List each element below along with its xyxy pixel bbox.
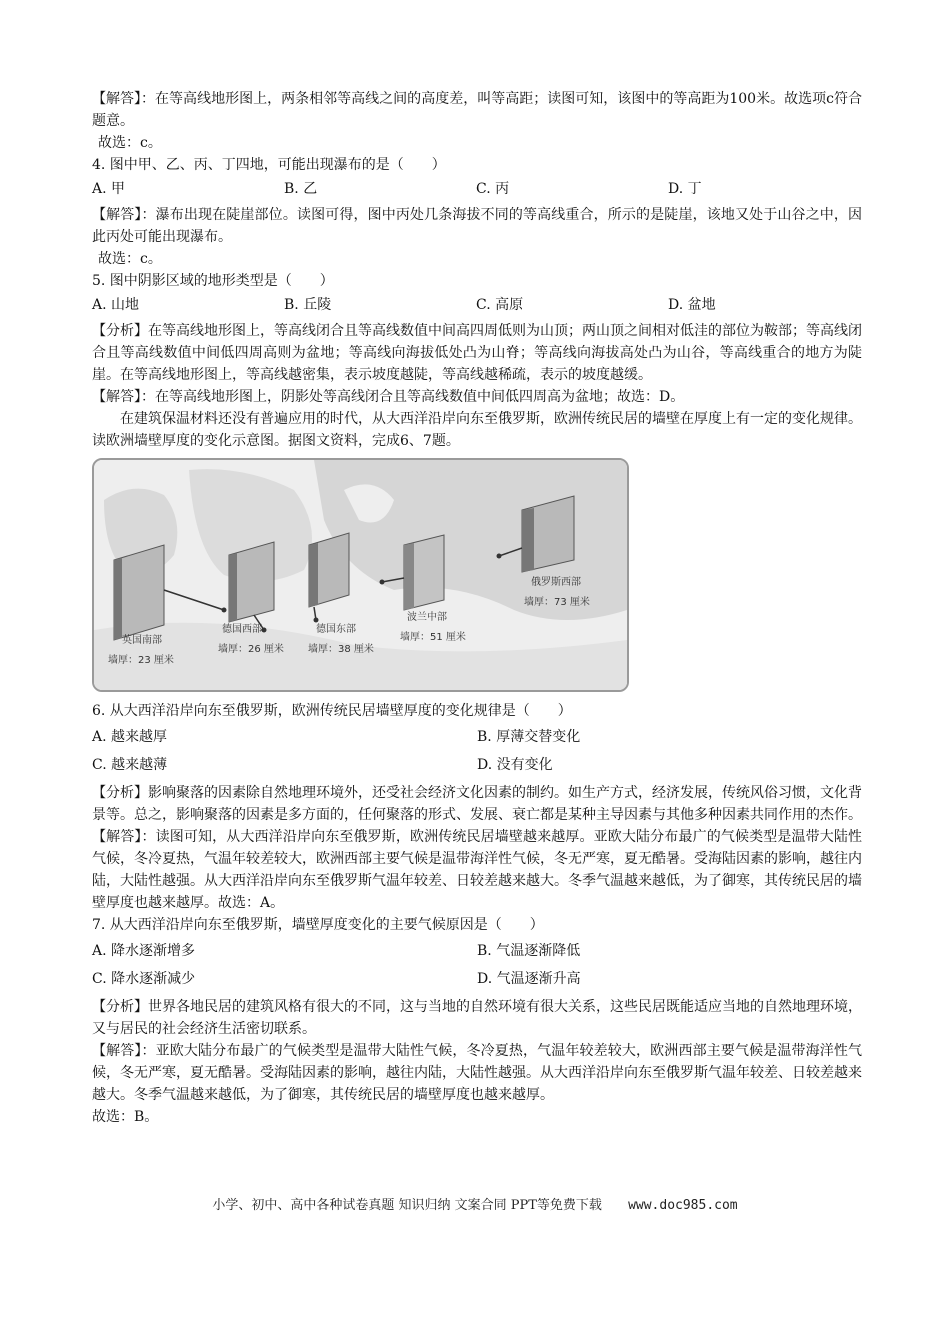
- option: C. 丙: [476, 181, 510, 197]
- document-body: [92, 88, 862, 1128]
- wall-thickness-label: 墙厚：38 厘米: [308, 644, 374, 655]
- q6-analysis: 【分析】影响聚落的因素除自然地理环境外，还受社会经济文化因素的制约。如生产方式，经济发展，传统风俗习惯，文化背景等。总之，影响聚落的因素是多方面的，任何聚落的形式、发展、衰亡都是某种主导因素与其他多种因素共同作用的杰作。: [92, 785, 862, 823]
- q6-answer: 【解答】：读图可知，从大西洋沿岸向东至俄罗斯，欧洲传统民居墙壁越来越厚。亚欧大陆分布最广的气候类型是温带大陆性气候，冬冷夏热，气温年较差较大，欧洲西部主要气候是温带海洋性气候，冬无严寒，夏无酷暑。受海陆因素的影响，越往内陆，大陆性越强。从大西洋沿岸向东至俄罗斯气温年较差、日较差越来越大。冬季气温越来越低，为了御寒，其传统民居的墙壁厚度也越来越厚。故选：A。: [92, 829, 862, 911]
- wall-thickness-label: 墙厚：23 厘米: [108, 655, 174, 666]
- q6-stem: 6. 从大西洋沿岸向东至俄罗斯，欧洲传统民居墙壁厚度的变化规律是（ ）: [92, 703, 572, 719]
- option: A. 山地: [92, 297, 140, 313]
- wall-region-label: 德国东部: [316, 624, 356, 635]
- option: A. 越来越厚: [92, 729, 168, 745]
- intro-paragraph: 在建筑保温材料还没有普遍应用的时代，从大西洋沿岸向东至俄罗斯，欧洲传统民居的墙壁在厚度上有一定的变化规律。读欧洲墙壁厚度的变化示意图。据图文资料，完成6、7题。: [92, 411, 862, 449]
- wall-region-label: 英国南部: [122, 635, 162, 646]
- option: B. 厚薄交替变化: [477, 729, 581, 745]
- option: A. 降水逐渐增多: [92, 943, 196, 959]
- wall-region-label: 波兰中部: [407, 612, 447, 623]
- option: B. 丘陵: [284, 297, 332, 313]
- option: C. 高原: [476, 297, 524, 313]
- q7-stem: 7. 从大西洋沿岸向东至俄罗斯，墙壁厚度变化的主要气候原因是（ ）: [92, 917, 544, 933]
- q7-options-row1: [92, 940, 862, 962]
- wall-thickness-label: 墙厚：73 厘米: [524, 597, 590, 608]
- option: B. 乙: [284, 181, 318, 197]
- wall-thickness-label: 墙厚：26 厘米: [218, 644, 284, 655]
- option: D. 气温逐渐升高: [477, 971, 581, 987]
- q4-options: [92, 178, 862, 200]
- q5-stem: 5. 图中阴影区域的地形类型是（ ）: [92, 273, 334, 289]
- option: A. 甲: [92, 181, 126, 197]
- q4-stem: 4. 图中甲、乙、丙、丁四地，可能出现瀑布的是（ ）: [92, 157, 446, 173]
- option: B. 气温逐渐降低: [477, 943, 581, 959]
- q4-choice: 故选：c。: [98, 251, 162, 267]
- wall-region-label: 俄罗斯西部: [531, 577, 581, 588]
- wall-region-label: 德国西部: [222, 624, 262, 635]
- page-footer: [0, 1194, 950, 1213]
- q3-answer: 【解答】：在等高线地形图上，两条相邻等高线之间的高度差，叫等高距；读图可知，该图中的等高距为100米。故选项c符合题意。: [92, 91, 862, 129]
- q7-answer: 【解答】：亚欧大陆分布最广的气候类型是温带大陆性气候，冬冷夏热，气温年较差较大，欧洲西部主要气候是温带海洋性气候，冬无严寒，夏无酷暑。受海陆因素的影响，越往内陆，大陆性越强。从大西洋沿岸向东至俄罗斯气温年较差、日较差越来越大。冬季气温越来越低，为了御寒，其传统民居的墙壁厚度也越来越厚。: [92, 1043, 862, 1103]
- q5-options: [92, 294, 862, 316]
- q4-answer: 【解答】：瀑布出现在陡崖部位。读图可得，图中丙处几条海拔不同的等高线重合，所示的是陡崖，该地又处于山谷之中，因此丙处可能出现瀑布。: [92, 207, 862, 245]
- q7-choice: 故选：B。: [92, 1109, 159, 1125]
- europe-map-illustration: [94, 460, 627, 690]
- q5-analysis: 【分析】在等高线地形图上，等高线闭合且等高线数值中间高四周低则为山顶；两山顶之间相对低洼的部位为鞍部；等高线闭合且等高线数值中间低四周高则为盆地；等高线向海拔低处凸为山脊；等高线向海拔高处凸为山谷，等高线重合的地方为陡崖。在等高线地形图上，等高线越密集，表示坡度越陡，等高线越稀疏，表示的坡度越缓。: [92, 323, 862, 383]
- q7-analysis: 【分析】世界各地民居的建筑风格有很大的不同，这与当地的自然环境有很大关系，这些民居既能适应当地的自然地理环境，又与居民的社会经济生活密切联系。: [92, 999, 862, 1037]
- q5-answer: 【解答】：在等高线地形图上，阴影处等高线闭合且等高线数值中间低四周高为盆地；故选：D。: [92, 389, 685, 405]
- footer-text: 小学、初中、高中各种试卷真题 知识归纳 文案合同 PPT等免费下载: [212, 1198, 602, 1213]
- q3-choice: 故选：c。: [98, 135, 162, 151]
- q6-options-row1: [92, 726, 862, 748]
- wall-thickness-figure: [92, 458, 629, 692]
- q6-options-row2: [92, 754, 862, 776]
- q7-options-row2: [92, 968, 862, 990]
- option: D. 没有变化: [477, 757, 553, 773]
- option: C. 越来越薄: [92, 757, 168, 773]
- option: D. 盆地: [668, 297, 716, 313]
- footer-url[interactable]: www.doc985.com: [628, 1198, 738, 1213]
- wall-thickness-label: 墙厚：51 厘米: [400, 632, 466, 643]
- option: D. 丁: [668, 181, 702, 197]
- option: C. 降水逐渐减少: [92, 971, 196, 987]
